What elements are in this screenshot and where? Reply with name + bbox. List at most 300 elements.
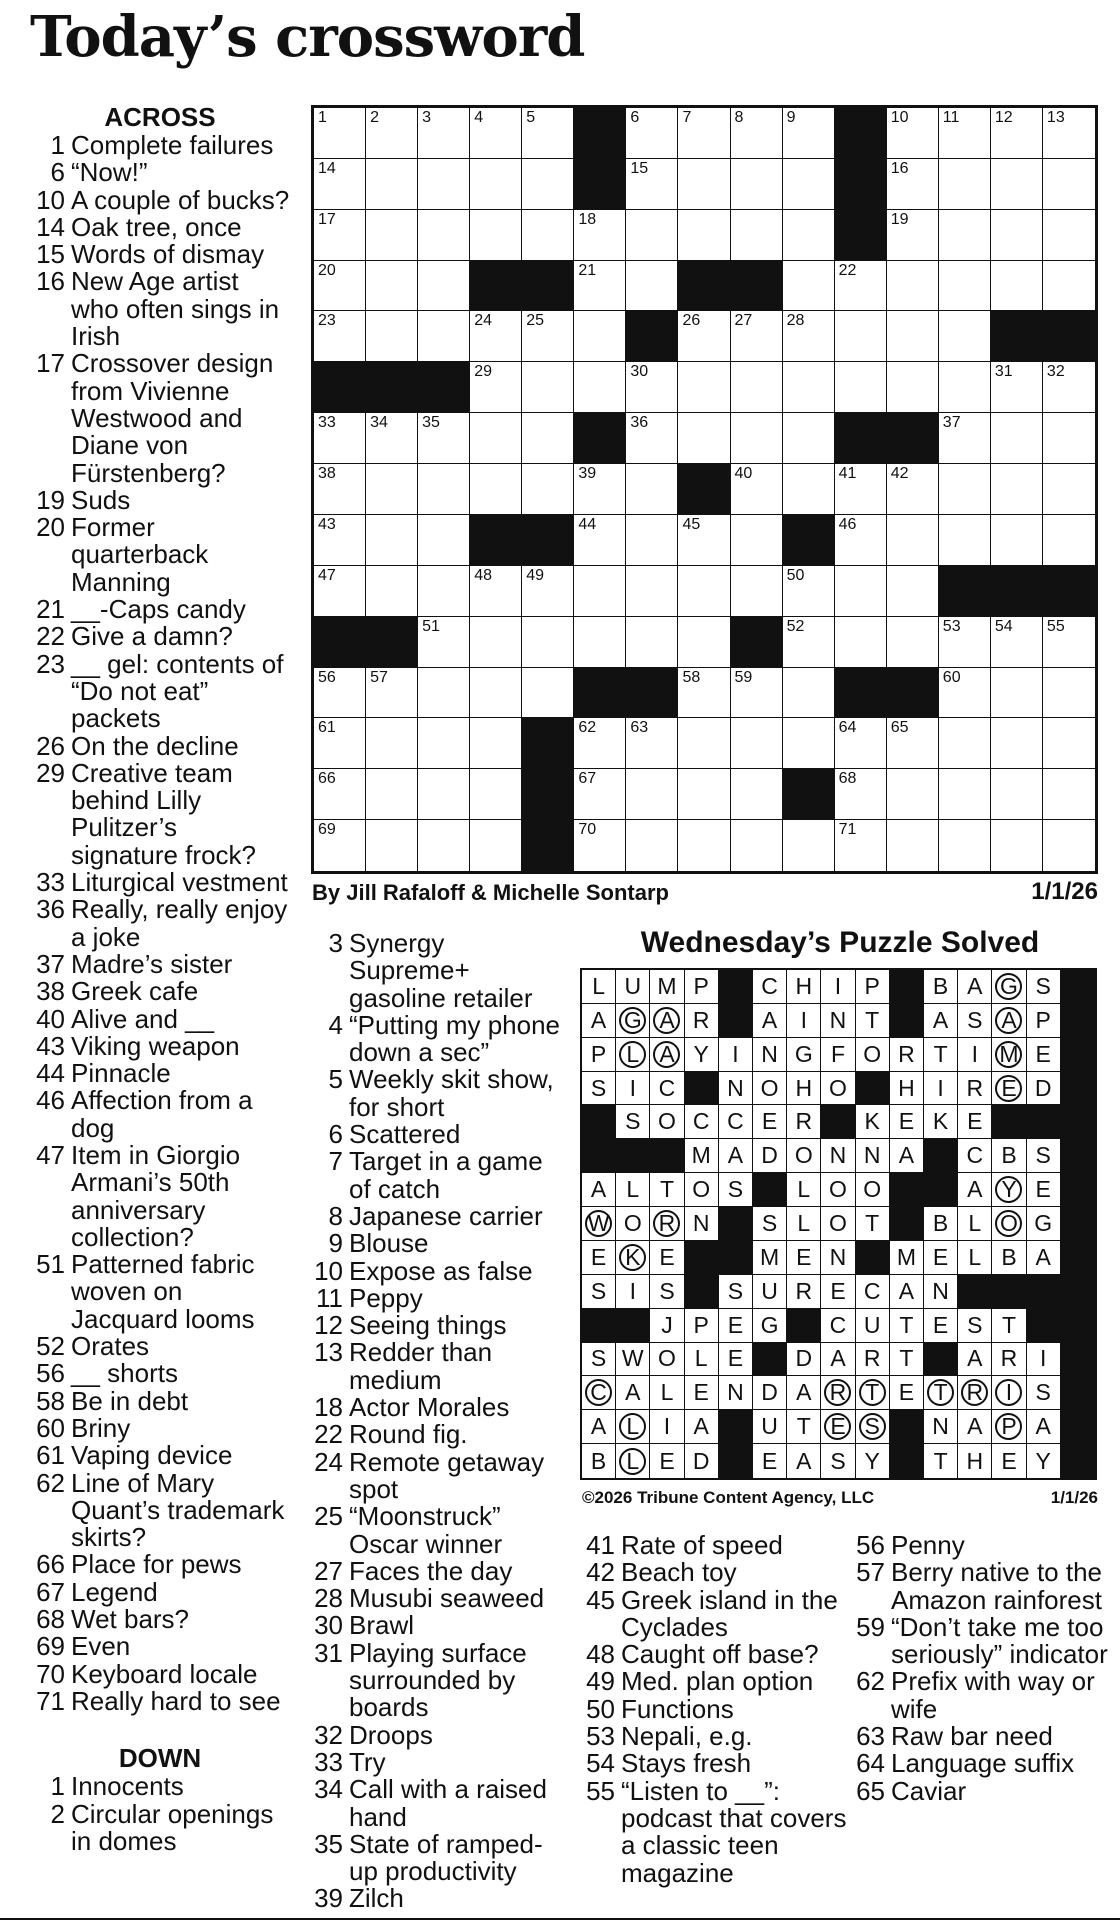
grid-cell[interactable] [1043, 413, 1095, 464]
grid-cell[interactable] [991, 413, 1043, 464]
solution-letter: A [653, 1041, 680, 1068]
grid-cell[interactable] [731, 820, 783, 871]
clue-number: 8 [328, 1200, 343, 1231]
grid-cell[interactable] [1043, 668, 1095, 719]
grid-cell[interactable] [522, 668, 574, 719]
solution-cell [787, 1038, 821, 1072]
grid-cell[interactable] [366, 413, 418, 464]
grid-cell[interactable] [626, 108, 678, 159]
grid-cell[interactable] [678, 362, 730, 413]
grid-cell[interactable] [678, 210, 730, 261]
grid-cell[interactable] [939, 108, 991, 159]
grid-cell[interactable] [574, 617, 626, 668]
grid-cell[interactable] [366, 464, 418, 515]
grid-cell[interactable] [418, 311, 470, 362]
grid-cell[interactable] [783, 362, 835, 413]
grid-cell[interactable] [887, 769, 939, 820]
grid-cell[interactable] [522, 362, 574, 413]
clue-text: Complete failures [71, 130, 274, 160]
grid-block [678, 261, 730, 312]
grid-cell[interactable] [678, 566, 730, 617]
clue-number: 33 [314, 1746, 343, 1777]
solution-letter: S [1035, 1379, 1051, 1406]
grid-cell[interactable] [314, 566, 366, 617]
grid-cell[interactable] [678, 820, 730, 871]
grid-cell[interactable] [991, 464, 1043, 515]
across-clue-list [30, 132, 290, 1715]
grid-cell[interactable] [1043, 362, 1095, 413]
grid-cell[interactable] [314, 413, 366, 464]
solution-block [1061, 1444, 1095, 1478]
grid-cell[interactable] [418, 820, 470, 871]
grid-cell[interactable] [574, 769, 626, 820]
grid-cell[interactable] [991, 820, 1043, 871]
grid-cell[interactable] [887, 362, 939, 413]
grid-cell[interactable] [835, 718, 887, 769]
clue-text: On the decline [71, 730, 239, 761]
grid-cell[interactable] [991, 159, 1043, 210]
cell-number: 26 [682, 312, 701, 330]
grid-cell[interactable] [835, 566, 887, 617]
solution-cell [856, 970, 890, 1004]
grid-cell[interactable] [678, 769, 730, 820]
grid-cell[interactable] [887, 566, 939, 617]
grid-cell[interactable] [314, 159, 366, 210]
grid-cell[interactable] [470, 668, 522, 719]
grid-cell[interactable] [418, 668, 470, 719]
solution-cell [685, 1105, 719, 1139]
grid-cell[interactable] [470, 311, 522, 362]
grid-cell[interactable] [939, 820, 991, 871]
grid-cell[interactable] [939, 769, 991, 820]
grid-cell[interactable] [678, 668, 730, 719]
grid-cell[interactable] [366, 311, 418, 362]
grid-cell[interactable] [678, 108, 730, 159]
grid-cell[interactable] [678, 159, 730, 210]
solution-block [992, 1105, 1026, 1139]
solution-cell [582, 1444, 616, 1478]
grid-cell[interactable] [314, 718, 366, 769]
grid-cell[interactable] [783, 668, 835, 719]
grid-cell[interactable] [731, 464, 783, 515]
grid-cell[interactable] [991, 617, 1043, 668]
solution-block [1061, 1207, 1095, 1241]
grid-cell[interactable] [470, 820, 522, 871]
solution-block [1061, 1309, 1095, 1343]
grid-cell[interactable] [991, 769, 1043, 820]
solution-cell [856, 1207, 890, 1241]
solution-cell [650, 1376, 684, 1410]
grid-cell[interactable] [1043, 718, 1095, 769]
grid-cell[interactable] [626, 820, 678, 871]
solution-letter: I [629, 1277, 636, 1304]
solution-block [719, 1241, 753, 1275]
grid-cell[interactable] [418, 210, 470, 261]
clue-across [30, 648, 290, 734]
grid-cell[interactable] [991, 261, 1043, 312]
clue-down_col2 [308, 1885, 564, 1912]
clue-text: Vaping device [71, 1440, 233, 1471]
solution-cell [719, 1105, 753, 1139]
solution-cell [787, 1275, 821, 1309]
grid-cell[interactable] [470, 718, 522, 769]
clue-text: Be in debt [71, 1385, 189, 1416]
grid-cell[interactable] [418, 769, 470, 820]
grid-cell[interactable] [366, 261, 418, 312]
grid-cell[interactable] [887, 820, 939, 871]
grid-cell[interactable] [366, 210, 418, 261]
grid-cell[interactable] [835, 464, 887, 515]
solution-block [1027, 1105, 1061, 1139]
solution-block [1061, 1139, 1095, 1173]
grid-cell[interactable] [418, 566, 470, 617]
grid-cell[interactable] [574, 820, 626, 871]
grid-cell[interactable] [783, 210, 835, 261]
grid-cell[interactable] [574, 515, 626, 566]
grid-cell[interactable] [418, 413, 470, 464]
clue-text: Expose as false [349, 1255, 533, 1286]
clue-number: 16 [36, 266, 65, 297]
solution-letter: R [961, 1379, 988, 1406]
grid-cell[interactable] [626, 617, 678, 668]
grid-cell[interactable] [783, 718, 835, 769]
solution-cell [582, 1376, 616, 1410]
grid-cell[interactable] [366, 820, 418, 871]
clue-across [30, 268, 290, 350]
grid-cell[interactable] [835, 820, 887, 871]
solution-letter: E [898, 1379, 915, 1406]
cell-number: 29 [474, 363, 492, 381]
grid-cell[interactable] [314, 311, 366, 362]
solution-cell [650, 1275, 684, 1309]
grid-cell[interactable] [314, 210, 366, 261]
grid-cell[interactable] [470, 210, 522, 261]
grid-cell[interactable] [574, 464, 626, 515]
grid-cell[interactable] [731, 718, 783, 769]
grid-cell[interactable] [939, 261, 991, 312]
grid-cell[interactable] [731, 210, 783, 261]
solution-letter: I [834, 972, 842, 999]
grid-cell[interactable] [678, 718, 730, 769]
clue-text: “Now!” [71, 157, 148, 188]
grid-cell[interactable] [783, 311, 835, 362]
grid-cell[interactable] [731, 362, 783, 413]
solution-cell [685, 1038, 719, 1072]
solution-letter: O [995, 1210, 1022, 1237]
grid-cell[interactable] [678, 617, 730, 668]
grid-cell[interactable] [314, 108, 366, 159]
solution-cell [821, 1072, 855, 1106]
grid-cell[interactable] [470, 769, 522, 820]
cell-number: 70 [578, 821, 597, 839]
grid-cell[interactable] [314, 464, 366, 515]
grid-cell[interactable] [314, 261, 366, 312]
clue-down_col3 [580, 1532, 848, 1559]
grid-cell[interactable] [1043, 515, 1095, 566]
solution-cell [650, 1241, 684, 1275]
grid-cell[interactable] [887, 311, 939, 362]
grid-cell[interactable] [626, 769, 678, 820]
grid-cell[interactable] [939, 617, 991, 668]
grid-cell[interactable] [939, 668, 991, 719]
solution-cell [821, 1376, 855, 1410]
grid-cell[interactable] [470, 108, 522, 159]
grid-cell[interactable] [522, 159, 574, 210]
grid-block [314, 362, 366, 413]
grid-cell[interactable] [574, 311, 626, 362]
solution-block [856, 1072, 890, 1106]
grid-cell[interactable] [418, 617, 470, 668]
grid-cell[interactable] [835, 261, 887, 312]
grid-cell[interactable] [783, 464, 835, 515]
grid-cell[interactable] [522, 108, 574, 159]
clue-number: 6 [328, 1119, 343, 1150]
grid-cell[interactable] [366, 515, 418, 566]
grid-cell[interactable] [574, 718, 626, 769]
clue-text: Round fig. [349, 1419, 468, 1450]
grid-cell[interactable] [783, 108, 835, 159]
grid-cell[interactable] [783, 261, 835, 312]
grid-cell[interactable] [887, 464, 939, 515]
solution-cell [685, 1410, 719, 1444]
grid-cell[interactable] [470, 617, 522, 668]
solution-letter: T [1001, 1311, 1017, 1338]
clue-text: Caviar [891, 1775, 967, 1806]
solution-letter: S [590, 1345, 607, 1372]
solution-letter: T [659, 1176, 675, 1203]
grid-cell[interactable] [366, 668, 418, 719]
clue-number: 54 [586, 1748, 615, 1779]
grid-cell[interactable] [731, 311, 783, 362]
grid-cell[interactable] [1043, 210, 1095, 261]
grid-cell[interactable] [939, 159, 991, 210]
grid-cell[interactable] [522, 413, 574, 464]
solution-cell [856, 1139, 890, 1173]
grid-cell[interactable] [887, 108, 939, 159]
solution-letter: L [797, 1209, 811, 1236]
clue-text: Caught off base? [621, 1639, 819, 1670]
grid-cell[interactable] [835, 515, 887, 566]
solution-letter: G [760, 1311, 779, 1338]
grid-cell[interactable] [418, 159, 470, 210]
grid-cell[interactable] [783, 159, 835, 210]
clue-down_col3 [580, 1668, 848, 1695]
grid-cell[interactable] [522, 566, 574, 617]
solution-cell [958, 1309, 992, 1343]
grid-cell[interactable] [470, 464, 522, 515]
grid-cell[interactable] [1043, 464, 1095, 515]
grid-cell[interactable] [678, 515, 730, 566]
solution-letter: T [865, 1006, 880, 1033]
grid-cell[interactable] [366, 159, 418, 210]
clue-down_col4 [850, 1723, 1118, 1750]
grid-cell[interactable] [939, 210, 991, 261]
grid-cell[interactable] [626, 261, 678, 312]
solution-letter: N [727, 1074, 744, 1101]
grid-cell[interactable] [939, 464, 991, 515]
grid-cell[interactable] [731, 515, 783, 566]
clue-text: Penny [891, 1530, 965, 1560]
solution-cell [856, 1309, 890, 1343]
grid-cell[interactable] [574, 362, 626, 413]
grid-cell[interactable] [887, 617, 939, 668]
grid-cell[interactable] [731, 769, 783, 820]
grid-cell[interactable] [783, 820, 835, 871]
grid-cell[interactable] [626, 464, 678, 515]
clue-down_col3 [580, 1693, 848, 1724]
solution-letter: R [653, 1210, 680, 1237]
grid-cell[interactable] [731, 159, 783, 210]
grid-cell[interactable] [731, 413, 783, 464]
grid-cell[interactable] [1043, 108, 1095, 159]
grid-cell[interactable] [1043, 820, 1095, 871]
cell-number: 30 [630, 363, 649, 381]
grid-cell[interactable] [783, 617, 835, 668]
grid-cell[interactable] [783, 413, 835, 464]
grid-cell[interactable] [522, 464, 574, 515]
bottom-rule [0, 1918, 1120, 1920]
grid-cell[interactable] [418, 108, 470, 159]
solution-letter: N [727, 1379, 744, 1406]
grid-cell[interactable] [314, 668, 366, 719]
grid-cell[interactable] [626, 413, 678, 464]
grid-cell[interactable] [835, 617, 887, 668]
grid-cell[interactable] [887, 261, 939, 312]
solution-cell [992, 1004, 1026, 1038]
grid-cell[interactable] [991, 362, 1043, 413]
clue-text: Really hard to see [71, 1685, 281, 1716]
grid-cell[interactable] [366, 718, 418, 769]
clue-across [30, 132, 290, 159]
grid-cell[interactable] [991, 718, 1043, 769]
solution-block [924, 1139, 958, 1173]
grid-cell[interactable] [574, 566, 626, 617]
clue-across [30, 1551, 290, 1578]
grid-cell[interactable] [314, 820, 366, 871]
grid-cell[interactable] [366, 108, 418, 159]
grid-cell[interactable] [783, 566, 835, 617]
grid-cell[interactable] [991, 668, 1043, 719]
solution-letter: L [694, 1345, 708, 1372]
grid-cell[interactable] [939, 515, 991, 566]
grid-cell[interactable] [418, 515, 470, 566]
grid-cell[interactable] [991, 515, 1043, 566]
grid-cell[interactable] [522, 210, 574, 261]
grid-cell[interactable] [991, 210, 1043, 261]
grid-cell[interactable] [626, 159, 678, 210]
grid-cell[interactable] [314, 769, 366, 820]
grid-cell[interactable] [470, 566, 522, 617]
grid-cell[interactable] [1043, 617, 1095, 668]
grid-cell[interactable] [626, 362, 678, 413]
grid-cell[interactable] [574, 261, 626, 312]
grid-cell[interactable] [418, 464, 470, 515]
solution-letter: R [898, 1040, 915, 1067]
grid-cell[interactable] [522, 311, 574, 362]
solution-letter: A [967, 1345, 983, 1372]
grid-cell[interactable] [1043, 159, 1095, 210]
clue-across [30, 350, 290, 486]
grid-cell[interactable] [678, 413, 730, 464]
grid-cell[interactable] [887, 718, 939, 769]
grid-cell[interactable] [887, 159, 939, 210]
grid-cell[interactable] [470, 413, 522, 464]
clue-text: “Listen to __”: podcast that covers a classic teen magazine [621, 1775, 847, 1888]
solution-cell [958, 1410, 992, 1444]
cell-number: 55 [1046, 617, 1065, 635]
solution-block [719, 1410, 753, 1444]
grid-cell[interactable] [470, 362, 522, 413]
grid-cell[interactable] [314, 515, 366, 566]
clue-down_col2 [308, 1200, 564, 1231]
solution-block [1061, 970, 1095, 1004]
grid-cell[interactable] [991, 108, 1043, 159]
solution-block [719, 970, 753, 1004]
grid-cell[interactable] [470, 159, 522, 210]
grid-cell[interactable] [366, 769, 418, 820]
grid-cell[interactable] [522, 617, 574, 668]
grid-cell[interactable] [731, 668, 783, 719]
grid-cell[interactable] [366, 566, 418, 617]
solution-block [582, 1139, 616, 1173]
grid-cell[interactable] [835, 311, 887, 362]
grid-cell[interactable] [418, 261, 470, 312]
grid-cell[interactable] [939, 311, 991, 362]
grid-cell[interactable] [626, 515, 678, 566]
cell-number: 42 [890, 465, 909, 483]
clue-number: 48 [586, 1639, 615, 1670]
grid-cell[interactable] [1043, 261, 1095, 312]
solution-block [685, 1241, 719, 1275]
grid-cell[interactable] [835, 362, 887, 413]
solution-letter: S [590, 1074, 607, 1101]
cell-number: 16 [890, 159, 909, 177]
grid-cell[interactable] [626, 718, 678, 769]
grid-cell[interactable] [626, 210, 678, 261]
clue-text: Give a damn? [71, 621, 233, 652]
cell-number: 60 [942, 668, 961, 686]
solution-cell [992, 1444, 1026, 1478]
solution-cell [787, 1241, 821, 1275]
solution-block [616, 1309, 650, 1343]
grid-cell[interactable] [731, 566, 783, 617]
grid-cell[interactable] [731, 108, 783, 159]
clue-text: Former quarterback Manning [71, 512, 209, 597]
grid-cell[interactable] [418, 718, 470, 769]
solution-letter: M [896, 1243, 916, 1270]
clue-number: 38 [36, 976, 65, 1007]
grid-cell[interactable] [678, 311, 730, 362]
clue-number: 33 [36, 867, 65, 898]
grid-cell[interactable] [939, 413, 991, 464]
solution-letter: E [590, 1243, 607, 1270]
grid-cell[interactable] [835, 769, 887, 820]
grid-cell[interactable] [939, 362, 991, 413]
grid-cell[interactable] [939, 718, 991, 769]
solution-cell [650, 1207, 684, 1241]
solution-letter: A [653, 1007, 680, 1034]
grid-cell[interactable] [1043, 769, 1095, 820]
grid-cell[interactable] [574, 210, 626, 261]
solution-letter: A [796, 1447, 812, 1474]
grid-cell[interactable] [626, 566, 678, 617]
solution-block [719, 1444, 753, 1478]
solution-letter: M [691, 1142, 711, 1169]
grid-cell[interactable] [887, 210, 939, 261]
grid-cell[interactable] [887, 515, 939, 566]
solution-cell [992, 1139, 1026, 1173]
clue-text: Raw bar need [891, 1721, 1053, 1752]
